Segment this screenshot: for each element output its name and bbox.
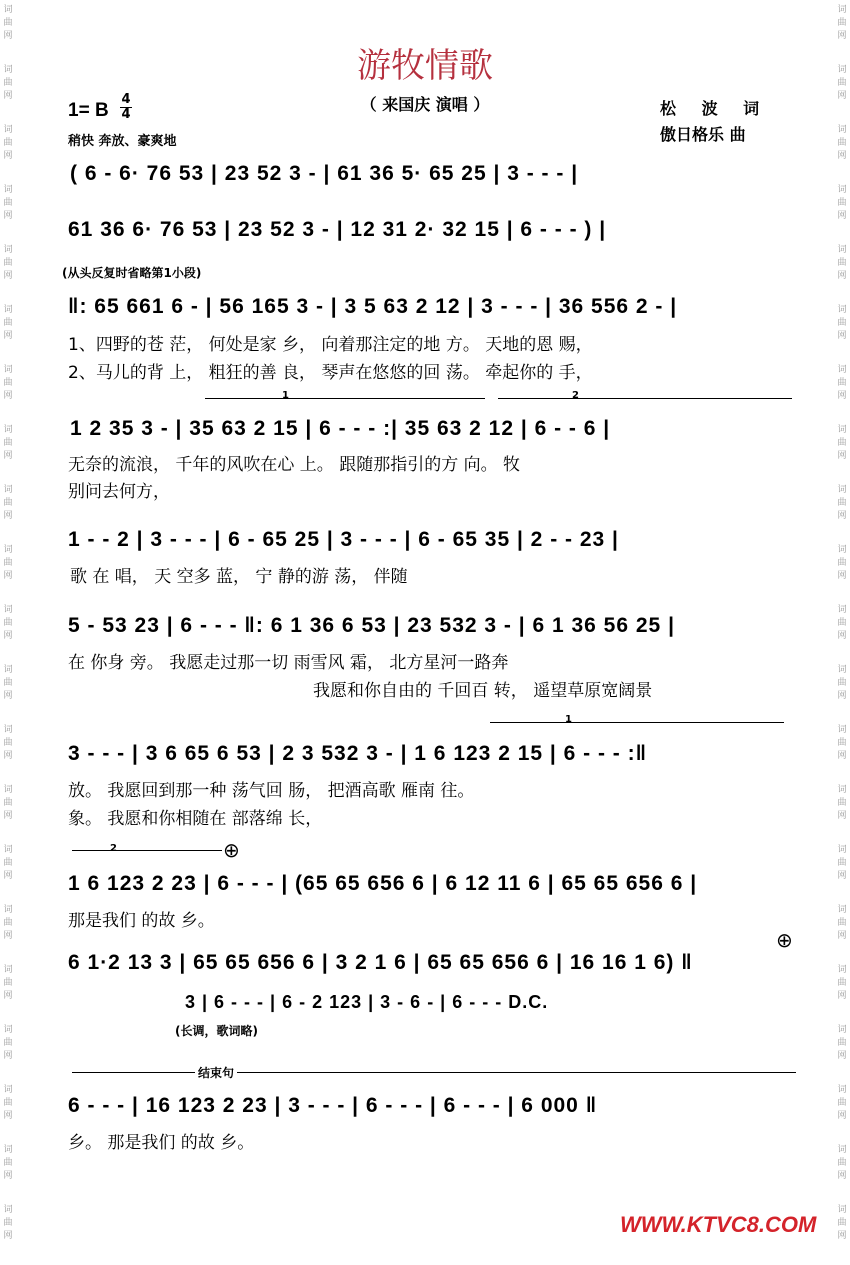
watermark-glyph: 曲: [3, 1038, 13, 1048]
watermark-glyph: 曲: [837, 738, 847, 748]
watermark-glyph: 词: [837, 1145, 847, 1155]
watermark-glyph: 词: [837, 665, 847, 675]
ending-label: 结束句: [195, 1064, 237, 1081]
repeat-note: (从头反复时省略第1小段): [62, 266, 202, 280]
lyric-line-ending-b: 乡。 那是我们 的故 乡。: [68, 1133, 255, 1153]
watermark-glyph: 网: [3, 691, 13, 701]
watermark-glyph: 网: [3, 451, 13, 461]
watermark-glyph: 网: [3, 1051, 13, 1061]
watermark-glyph: 曲: [3, 318, 13, 328]
watermark-glyph: 词: [837, 245, 847, 255]
watermark-glyph: 词: [837, 965, 847, 975]
long-tone-note: (长调，歌词略): [175, 1024, 258, 1038]
watermark-glyph: 曲: [837, 378, 847, 388]
watermark-glyph: 词: [3, 365, 13, 375]
time-top: 4: [121, 92, 131, 107]
watermark-glyph: 词: [837, 485, 847, 495]
watermark-glyph: 网: [3, 811, 13, 821]
watermark-glyph: 曲: [837, 258, 847, 268]
watermark-glyph: 曲: [3, 18, 13, 28]
watermark-glyph: 曲: [837, 318, 847, 328]
watermark-glyph: 词: [3, 905, 13, 915]
watermark-glyph: 网: [837, 511, 847, 521]
watermark-glyph: 曲: [3, 138, 13, 148]
watermark-glyph: 曲: [3, 618, 13, 628]
watermark-glyph: 网: [3, 331, 13, 341]
watermark-glyph: 词: [3, 5, 13, 15]
lyric-line-verse2-b: 别问去何方，: [68, 482, 170, 502]
watermark-glyph: 曲: [837, 18, 847, 28]
watermark-glyph: 词: [837, 545, 847, 555]
watermark-glyph: 词: [3, 845, 13, 855]
watermark-glyph: 网: [3, 931, 13, 941]
watermark-glyph: 网: [3, 1231, 13, 1241]
score-row-verse-2: 1 2 35 3 - | 35 63 2 15 | 6 - - - :| 35 63 2 12 | 6 - - 6 |: [70, 417, 611, 440]
score-row-interlude-1: 1 6 123 2 23 | 6 - - - | (65 65 656 6 | 6 12 11 6 | 65 65 656 6 |: [68, 872, 698, 895]
watermark-glyph: 网: [837, 571, 847, 581]
watermark-glyph: 网: [3, 511, 13, 521]
watermark-glyph: 曲: [837, 78, 847, 88]
lyric-line-chorus-3b: 象。 我愿和你相随在 部落绵 长，: [68, 809, 323, 829]
watermark-glyph: 网: [3, 271, 13, 281]
watermark-glyph: 词: [3, 185, 13, 195]
watermark-glyph: 词: [3, 245, 13, 255]
watermark-glyph: 曲: [3, 918, 13, 928]
watermark-glyph: 词: [837, 845, 847, 855]
watermark-glyph: 词: [3, 1085, 13, 1095]
lyric-line-verse2-a: 2、马儿的背 上， 粗狂的善 良， 琴声在悠悠的回 荡。 牵起你的 手，: [68, 363, 593, 383]
watermark-glyph: 词: [3, 425, 13, 435]
coda-icon: ⊕: [223, 838, 240, 862]
watermark-glyph: 网: [837, 391, 847, 401]
volta-1-bracket: [205, 398, 485, 399]
volta-1-bracket-b: [490, 722, 784, 723]
watermark-glyph: 网: [3, 571, 13, 581]
watermark-glyph: 网: [3, 991, 13, 1001]
watermark-glyph: 网: [837, 931, 847, 941]
score-row-chorus-3: 3 - - - | 3 6 65 6 53 | 2 3 532 3 - | 1 6 123 2 15 | 6 - - - :‖: [68, 742, 648, 765]
right-watermark-strip: [836, 0, 848, 1265]
lyric-line-verse1-a: 1、四野的苍 茫， 何处是家 乡， 向着那注定的地 方。 天地的恩 赐，: [68, 335, 593, 355]
watermark-glyph: 曲: [837, 978, 847, 988]
score-row-long-tone: 3 | 6 - - - | 6 - 2 123 | 3 - 6 - | 6 - - - D.C.: [185, 992, 549, 1012]
watermark-glyph: 词: [3, 485, 13, 495]
watermark-glyph: 曲: [3, 738, 13, 748]
watermark-glyph: 词: [3, 1025, 13, 1035]
score-row-chorus-1: 1 - - 2 | 3 - - - | 6 - 65 25 | 3 - - - | 6 - 65 35 | 2 - - 23 |: [68, 528, 619, 551]
score-row-ending: 6 - - - | 16 123 2 23 | 3 - - - | 6 - - - | 6 - - - | 6 000 ‖: [68, 1094, 598, 1117]
watermark-glyph: 词: [837, 425, 847, 435]
watermark-glyph: 词: [3, 125, 13, 135]
watermark-glyph: 网: [3, 391, 13, 401]
song-title: 游牧情歌: [357, 46, 493, 86]
watermark-glyph: 网: [837, 91, 847, 101]
key-signature: 1= B: [68, 100, 109, 121]
watermark-glyph: 曲: [3, 1158, 13, 1168]
watermark-glyph: 网: [837, 331, 847, 341]
coda-icon-2: ⊕: [776, 928, 793, 952]
watermark-glyph: 网: [837, 151, 847, 161]
volta-2-bracket: [498, 398, 792, 399]
watermark-glyph: 词: [837, 5, 847, 15]
watermark-glyph: 曲: [837, 1098, 847, 1108]
watermark-glyph: 词: [837, 125, 847, 135]
watermark-glyph: 曲: [3, 678, 13, 688]
watermark-glyph: 曲: [837, 858, 847, 868]
watermark-glyph: 词: [837, 365, 847, 375]
watermark-glyph: 词: [837, 785, 847, 795]
lyric-line-verse1-b: 无奈的流浪， 千年的风吹在心 上。 跟随那指引的方 向。 牧: [68, 455, 521, 475]
watermark-glyph: 网: [3, 1171, 13, 1181]
website-watermark: WWW.KTVC8.COM: [620, 1212, 817, 1237]
watermark-glyph: 词: [837, 1025, 847, 1035]
watermark-glyph: 词: [3, 65, 13, 75]
watermark-glyph: 曲: [3, 258, 13, 268]
watermark-glyph: 曲: [837, 498, 847, 508]
watermark-glyph: 网: [837, 691, 847, 701]
lyric-line-ending-a: 那是我们 的故 乡。: [68, 911, 215, 931]
watermark-glyph: 曲: [3, 438, 13, 448]
left-watermark-strip: [2, 0, 14, 1265]
score-row-interlude-2: 6 1·2 13 3 | 65 65 656 6 | 3 2 1 6 | 65 65 656 6 | 16 16 1 6) ‖: [68, 951, 693, 974]
volta-1-label-b: 1: [565, 714, 572, 725]
watermark-glyph: 曲: [3, 978, 13, 988]
volta-2-bracket-b: [72, 850, 222, 851]
watermark-glyph: 网: [837, 271, 847, 281]
watermark-glyph: 网: [3, 631, 13, 641]
volta-2-label-b: 2: [110, 843, 117, 854]
watermark-glyph: 曲: [3, 378, 13, 388]
time-signature: [120, 93, 132, 122]
watermark-glyph: 网: [3, 151, 13, 161]
composer-credit: 傲日格乐 曲: [660, 125, 746, 144]
watermark-glyph: 词: [3, 665, 13, 675]
score-row-intro-2: 61 36 6· 76 53 | 23 52 3 - | 12 31 2· 32 15 | 6 - - - ) |: [68, 218, 607, 241]
watermark-glyph: 曲: [837, 798, 847, 808]
watermark-glyph: 曲: [837, 1158, 847, 1168]
volta-2-label: 2: [572, 390, 579, 401]
watermark-glyph: 曲: [3, 858, 13, 868]
watermark-glyph: 词: [837, 185, 847, 195]
watermark-glyph: 词: [837, 905, 847, 915]
watermark-glyph: 词: [3, 1145, 13, 1155]
watermark-glyph: 词: [837, 305, 847, 315]
watermark-glyph: 曲: [3, 1218, 13, 1228]
lyric-line-chorus-3a: 放。 我愿回到那一种 荡气回 肠， 把酒高歌 雁南 往。: [68, 781, 475, 801]
watermark-glyph: 曲: [3, 498, 13, 508]
watermark-glyph: 网: [837, 1231, 847, 1241]
watermark-glyph: 词: [3, 1205, 13, 1215]
time-bottom: 4: [121, 107, 131, 122]
watermark-glyph: 词: [3, 725, 13, 735]
watermark-glyph: 网: [3, 91, 13, 101]
watermark-glyph: 网: [3, 1111, 13, 1121]
watermark-glyph: 曲: [837, 438, 847, 448]
watermark-glyph: 网: [837, 631, 847, 641]
watermark-glyph: 曲: [837, 558, 847, 568]
lyricist-credit: 松 波 词: [660, 99, 770, 118]
lyric-line-chorus-1: 歌 在 唱， 天 空多 蓝， 宁 静的游 荡， 伴随: [70, 567, 408, 587]
score-row-intro-1: ( 6 - 6· 76 53 | 23 52 3 - | 61 36 5· 65 25 | 3 - - - |: [70, 162, 579, 185]
watermark-glyph: 网: [837, 211, 847, 221]
watermark-glyph: 词: [837, 65, 847, 75]
watermark-glyph: 词: [3, 605, 13, 615]
watermark-glyph: 词: [837, 1205, 847, 1215]
watermark-glyph: 网: [3, 751, 13, 761]
watermark-glyph: 网: [3, 211, 13, 221]
watermark-glyph: 网: [837, 1111, 847, 1121]
watermark-glyph: 词: [3, 305, 13, 315]
watermark-glyph: 曲: [3, 78, 13, 88]
watermark-glyph: 曲: [837, 918, 847, 928]
tempo-marking: 稍快 奔放、豪爽地: [68, 134, 177, 149]
watermark-glyph: 曲: [3, 798, 13, 808]
watermark-glyph: 网: [3, 871, 13, 881]
watermark-glyph: 网: [837, 991, 847, 1001]
watermark-glyph: 网: [837, 1051, 847, 1061]
watermark-glyph: 词: [3, 965, 13, 975]
watermark-glyph: 曲: [837, 1218, 847, 1228]
lyric-line-chorus-2b: 我愿和你自由的 千回百 转， 遥望草原宽阔景: [313, 681, 653, 701]
watermark-glyph: 网: [837, 31, 847, 41]
watermark-glyph: 网: [837, 451, 847, 461]
score-row-chorus-2: 5 - 53 23 | 6 - - - ‖: 6 1 36 6 53 | 23 532 3 - | 6 1 36 56 25 |: [68, 614, 675, 637]
ending-bracket: [72, 1072, 796, 1073]
lyric-line-chorus-2a: 在 你身 旁。 我愿走过那一切 雨雪风 霜， 北方星河一路奔: [68, 653, 509, 673]
watermark-glyph: 曲: [837, 138, 847, 148]
watermark-glyph: 曲: [3, 1098, 13, 1108]
singer-credit: （ 来国庆 演唱 ）: [360, 95, 490, 114]
watermark-glyph: 词: [837, 725, 847, 735]
volta-1-label: 1: [282, 390, 289, 401]
watermark-glyph: 曲: [837, 678, 847, 688]
watermark-glyph: 网: [837, 871, 847, 881]
watermark-glyph: 词: [3, 545, 13, 555]
watermark-glyph: 词: [837, 605, 847, 615]
watermark-glyph: 曲: [837, 618, 847, 628]
watermark-glyph: 曲: [3, 558, 13, 568]
watermark-glyph: 曲: [3, 198, 13, 208]
watermark-glyph: 词: [837, 1085, 847, 1095]
watermark-glyph: 曲: [837, 1038, 847, 1048]
watermark-glyph: 网: [3, 31, 13, 41]
watermark-glyph: 网: [837, 751, 847, 761]
watermark-glyph: 网: [837, 1171, 847, 1181]
watermark-glyph: 网: [837, 811, 847, 821]
watermark-glyph: 词: [3, 785, 13, 795]
watermark-glyph: 曲: [837, 198, 847, 208]
score-row-verse-1: ‖: 65 661 6 - | 56 165 3 - | 3 5 63 2 12 | 3 - - - | 36 556 2 - |: [68, 295, 678, 318]
